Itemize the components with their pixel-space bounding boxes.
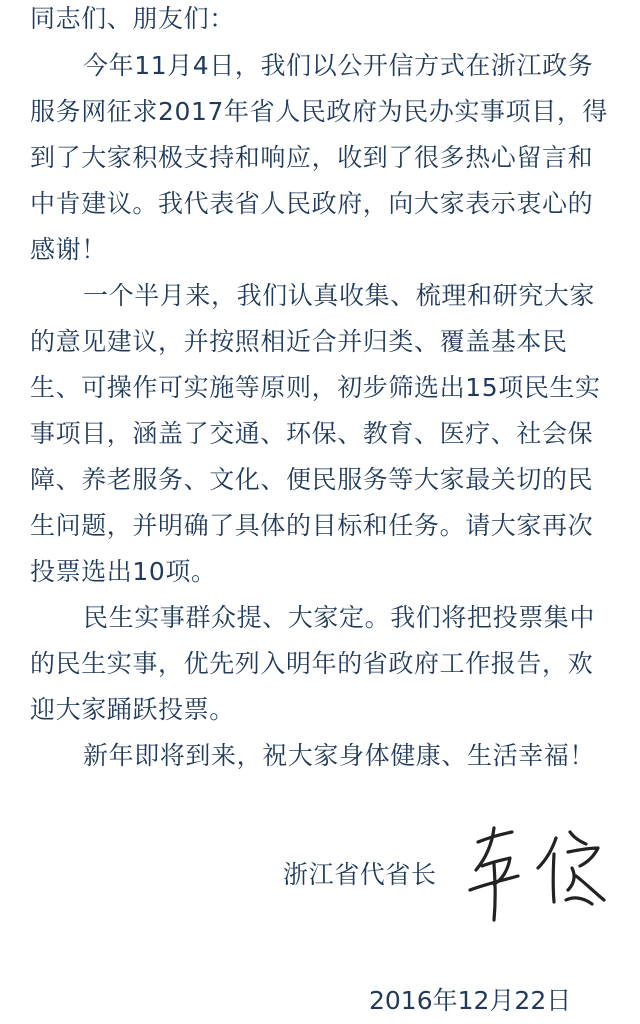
signatory-title: 浙江省代省长	[283, 860, 437, 889]
paragraph-line: 的意见建议，并按照相近合并归类、覆盖基本民	[30, 327, 568, 356]
paragraph-line: 民生实事群众提、大家定。我们将把投票集中	[83, 603, 596, 632]
salutation: 同志们、朋友们：	[30, 4, 235, 33]
paragraph-line: 生问题，并明确了具体的目标和任务。请大家再次	[30, 511, 594, 540]
paragraph-line: 迎大家踊跃投票。	[30, 695, 235, 724]
paragraph-line: 中肯建议。我代表省人民政府，向大家表示衷心的	[30, 189, 594, 218]
paragraph-line: 感谢！	[30, 235, 107, 264]
paragraph-line: 一个半月来，我们认真收集、梳理和研究大家	[83, 281, 596, 310]
paragraph-line: 事项目，涵盖了交通、环保、教育、医疗、社会保	[30, 419, 594, 448]
paragraph-line: 到了大家积极支持和响应，收到了很多热心留言和	[30, 143, 594, 172]
paragraph-line: 今年11月4日，我们以公开信方式在浙江政务	[83, 51, 594, 80]
paragraph-line: 投票选出10项。	[30, 557, 217, 586]
paragraph-line: 新年即将到来，祝大家身体健康、生活幸福！	[83, 741, 596, 770]
paragraph-line: 障、养老服务、文化、便民服务等大家最关切的民	[30, 465, 594, 494]
paragraph-line: 的民生实事，优先列入明年的省政府工作报告，欢	[30, 649, 594, 678]
handwritten-signature	[458, 818, 618, 930]
letter-date: 2016年12月22日	[369, 986, 572, 1015]
paragraph-line: 生、可操作可实施等原则，初步筛选出15项民生实	[30, 373, 601, 402]
paragraph-line: 服务网征求2017年省人民政府为民办实事项目，得	[30, 97, 609, 126]
